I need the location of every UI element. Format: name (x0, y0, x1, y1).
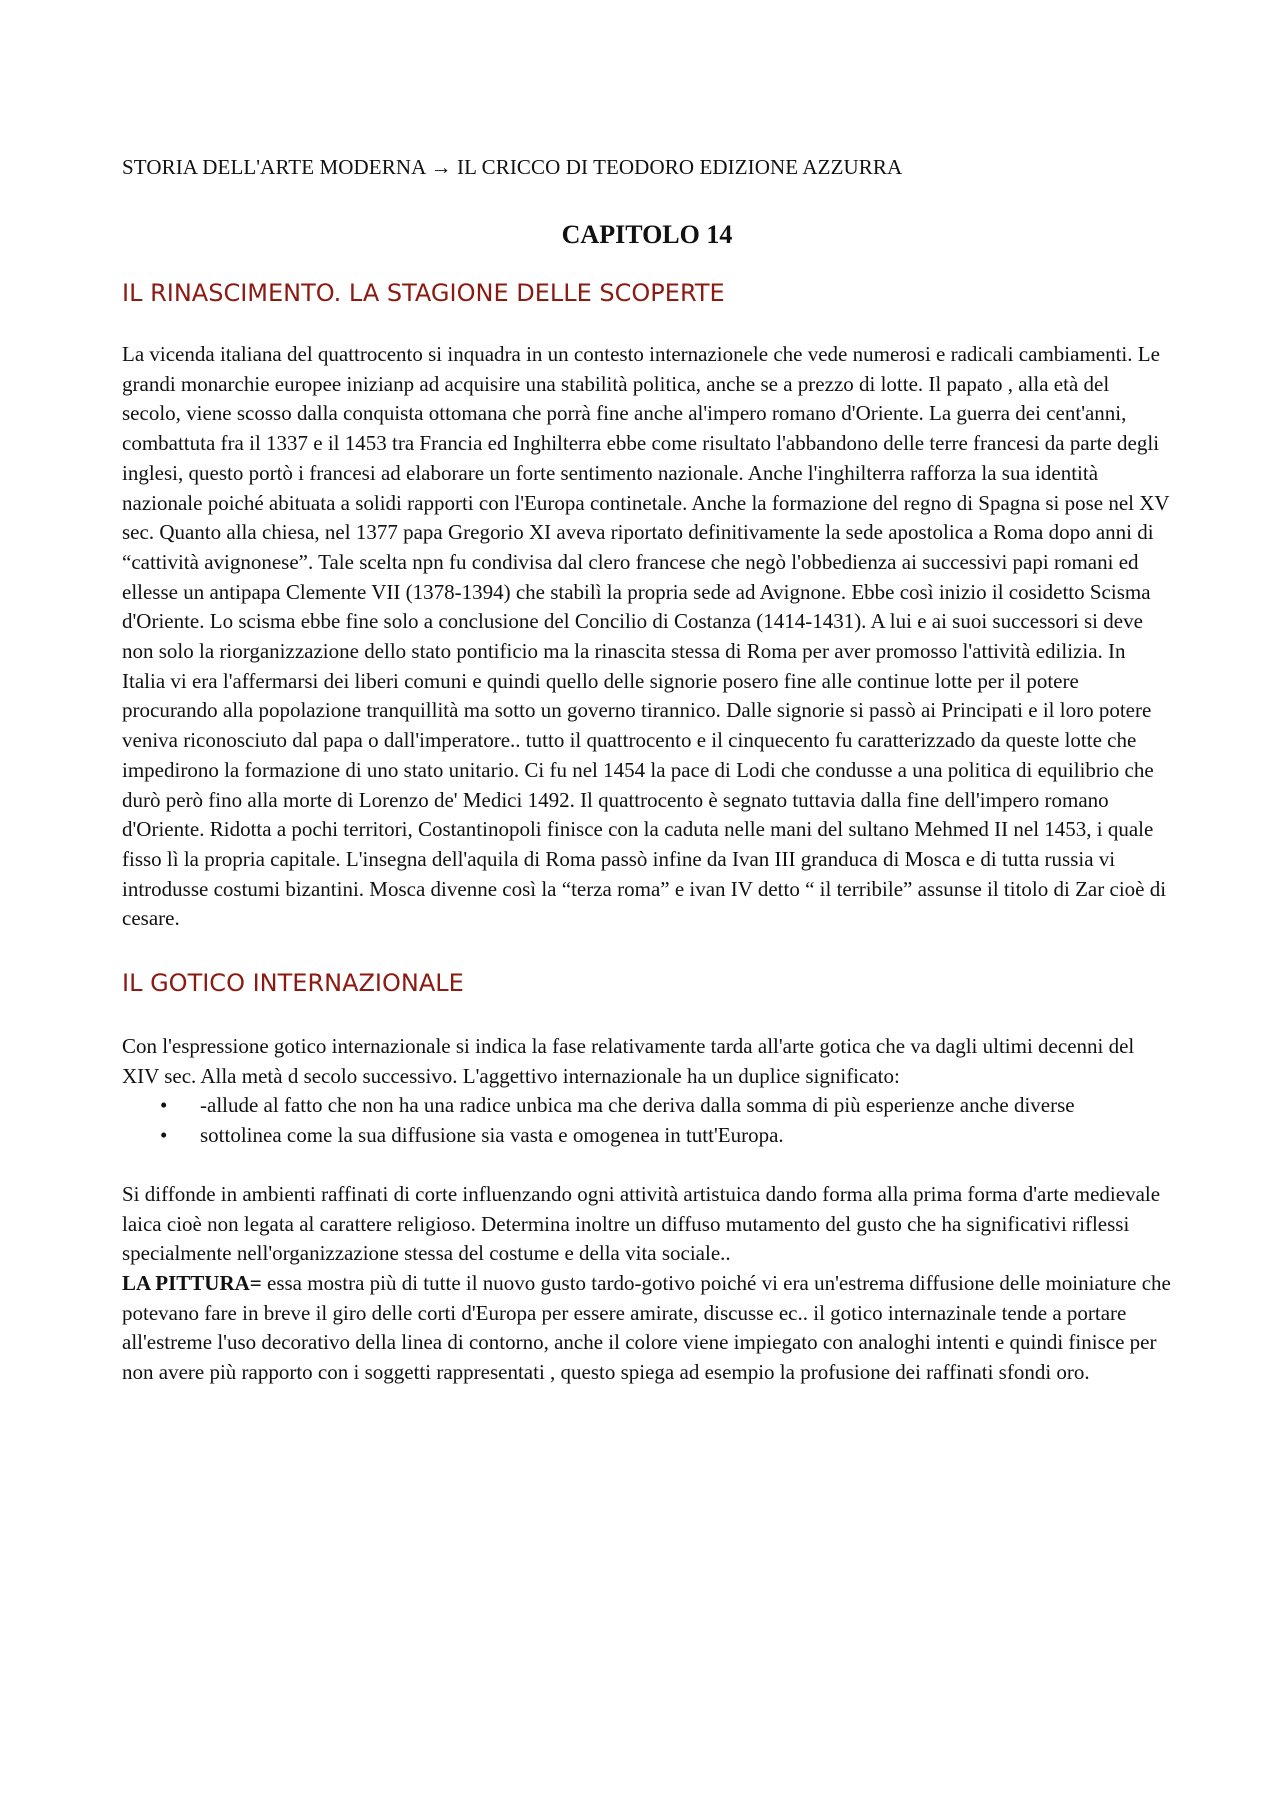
section-heading-gotico: IL GOTICO INTERNAZIONALE (122, 969, 464, 998)
list-item-text: sottolinea come la sua diffusione sia vasta e omogenea in tutt'Europa. (200, 1123, 784, 1148)
bullet-icon: • (160, 1123, 168, 1148)
document-header: STORIA DELL'ARTE MODERNA → IL CRICCO DI TEODORO EDIZIONE AZZURRA (122, 155, 903, 179)
paragraph-rinascimento: La vicenda italiana del quattrocento si inquadra in un contesto internazionele che vede numerosi e radicali cambiamenti. Le grandi monarchie europee inizianp ad acquisire una stabilità politica, anche se a prezzo di lotte. Il papato , alla età del secolo, viene scosso dalla conquista ottomana che porrà fine anche al'impero romano d'Oriente. La guerra dei cent'anni, combattuta fra il 1337 e il 1453 tra Francia ed Inghilterra ebbe come risultato l'abbandono delle terre francesi da parte degli inglesi, questo portò i francesi ad elaborare un forte sentimento nazionale. Anche l'inghilterra rafforza la sua identità nazionale poiché abituata a solidi rapporti con l'Europa continetale. Anche la formazione del regno di Spagna si pose nel XV sec. Quanto alla chiesa, nel 1377 papa Gregorio XI aveva riportato definitivamente la sede apostolica a Roma dopo anni di “cattività avignonese”. Tale scelta npn fu condivisa dal clero francese che negò l'obbedienza ai successivi papi romani ed ellesse un antipapa Clemente VII (1378-1394) che stabilì la propria sede ad Avignone. Ebbe così inizio il cosidetto Scisma d'Oriente. Lo scisma ebbe fine solo a conclusione del Concilio di Costanza (1414-1431). A lui e ai suoi successori si deve non solo la riorganizzazione dello stato pontificio ma la rinascita stessa di Roma per aver promosso l'attività edilizia. In Italia vi era l'affermarsi dei liberi comuni e quindi quello delle signorie posero fine alle continue lotte per il potere procurando alla popolazione tranquillità ma sotto un governo tirannico. Dalle signorie si passò ai Principati e il loro potere veniva riconosciuto dal papa o dall'imperatore.. tutto il quattrocento e il cinquecento fu caratterizzado da queste lotte che impedirono la formazione di uno stato unitario. Ci fu nel 1454 la pace di Lodi che condusse a una politica di equilibrio che durò però fino alla morte di Lorenzo de' Medici 1492. Il quattrocento è segnato tuttavia dalla fine dell'impero romano d'Oriente. Ridotta a pochi territori, Costantinopoli finisce con la caduta nelle mani del sultano Mehmed II nel 1453, i quale fisso lì la propria capitale. L'insegna dell'aquila di Roma passò infine da Ivan III granduca di Mosca e di tutta russia vi introdusse costumi bizantini. Mosca divenne così la “terza roma” e ivan IV detto “ il terribile” assunse il titolo di Zar cioè di cesare. (122, 342, 1170, 931)
list-item (160, 1121, 1172, 1151)
paragraph-gotico-diffusione: Si diffonde in ambienti raffinati di corte influenzando ogni attività artistuica dando forma alla prima forma d'arte medievale laica cioè non legata al carattere religioso. Determina inoltre un diffuso mutamento del gusto che ha significativi riflessi specialmente nell'organizzazione stessa del costume e della vita sociale.. (122, 1181, 1161, 1266)
list-item-text: -allude al fatto che non ha una radice unbica ma che deriva dalla somma di più esperienze anche diverse (200, 1093, 1075, 1118)
list-item (160, 1091, 1172, 1121)
paragraph-gotico-intro: Con l'espressione gotico internazionale si indica la fase relativamente tarda all'arte gotica che va dagli ultimi decenni del XIV sec. Alla metà d secolo successivo. L'aggettivo internazionale ha un duplice significato: (122, 1034, 1135, 1088)
pittura-text: essa mostra più di tutte il nuovo gusto tardo-gotivo poiché vi era un'estrema diffusione delle moiniature che potevano fare in breve il giro delle corti d'Europa per essere amirate, discusse ec.. il gotico internazinale tende a portare all'estreme l'uso decorativo della linea di contorno, anche il colore viene impiegato con analoghi intenti e quindi finisce per non avere più rapporto con i soggetti rappresentati , questo spiega ad esempio la profusione dei raffinati sfondi oro. (122, 1270, 1171, 1385)
paragraph-pittura (122, 1269, 1172, 1388)
bullet-list (122, 1091, 1172, 1150)
pittura-label: LA PITTURA= (122, 1270, 262, 1295)
bullet-icon: • (160, 1093, 168, 1118)
document-page (122, 152, 1172, 1388)
chapter-title: CAPITOLO 14 (561, 220, 733, 249)
section-heading-rinascimento: IL RINASCIMENTO. LA STAGIONE DELLE SCOPERTE (122, 279, 725, 307)
